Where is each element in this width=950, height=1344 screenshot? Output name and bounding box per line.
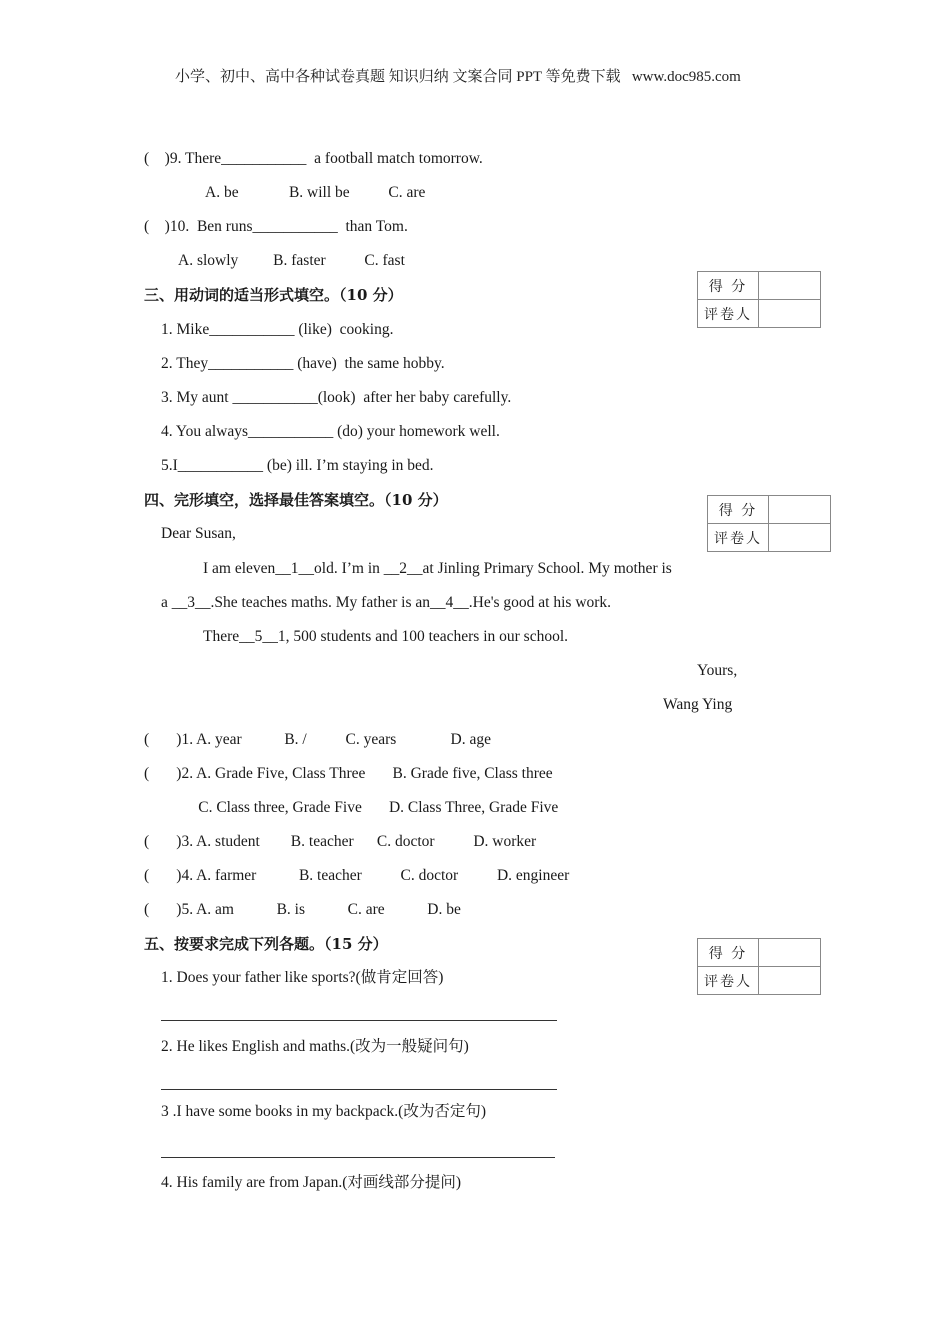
cloze-question-2-cont: C. Class three, Grade Five D. Class Three, Grade Five <box>144 799 559 816</box>
letter-signature: Wang Ying <box>663 696 733 713</box>
part5-item-3: 3 .I have some books in my backpack.(改为否定句) <box>161 1103 487 1120</box>
letter-line-1: I am eleven__1__old. I’m in __2__at Jinling Primary School. My mother is <box>203 560 672 577</box>
section-title-5: 五、按要求完成下列各题。（15 分） <box>144 935 388 953</box>
letter-line-3: There__5__1, 500 students and 100 teachers in our school. <box>203 628 569 645</box>
part3-item-2: 2. They___________ (have) the same hobby. <box>161 355 445 372</box>
answer-line-2 <box>161 1089 557 1090</box>
cloze-question-5: ( )5. A. am B. is C. are D. be <box>144 901 461 918</box>
grader-label: 评卷人 <box>698 300 759 328</box>
letter-line-2: a __3__.She teaches maths. My father is an__4__.He's good at his work. <box>161 594 612 611</box>
score-box-3 <box>697 271 821 328</box>
score-value <box>769 496 831 524</box>
score-box-5 <box>697 938 821 995</box>
part3-item-1: 1. Mike___________ (like) cooking. <box>161 321 394 338</box>
letter-greeting: Dear Susan, <box>161 525 236 542</box>
cloze-question-3: ( )3. A. student B. teacher C. doctor D. worker <box>144 833 537 850</box>
cloze-question-2: ( )2. A. Grade Five, Class Three B. Grade five, Class three <box>144 765 553 782</box>
grader-label: 评卷人 <box>698 967 759 995</box>
cloze-question-1: ( )1. A. year B. / C. years D. age <box>144 731 491 748</box>
score-value <box>759 939 821 967</box>
part3-item-4: 4. You always___________ (do) your homework well. <box>161 423 500 440</box>
section-title-3: 三、用动词的适当形式填空。（10 分） <box>144 286 403 304</box>
part3-item-3: 3. My aunt ___________(look) after her baby carefully. <box>161 389 512 406</box>
score-box-4 <box>707 495 831 552</box>
grader-value <box>759 300 821 328</box>
score-label: 得 分 <box>698 939 759 967</box>
question-9-options: A. be B. will be C. are <box>205 184 426 201</box>
part5-item-2: 2. He likes English and maths.(改为一般疑问句) <box>161 1038 469 1055</box>
part5-item-1: 1. Does your father like sports?(做肯定回答) <box>161 969 444 986</box>
page-header: 小学、初中、高中各种试卷真题 知识归纳 文案合同 PPT 等免费下载 www.doc985.com <box>175 69 741 85</box>
answer-line-3 <box>161 1157 555 1158</box>
letter-closing: Yours, <box>697 662 738 679</box>
section-title-4: 四、完形填空，选择最佳答案填空。（10 分） <box>144 491 448 509</box>
grader-value <box>759 967 821 995</box>
question-10: ( )10. Ben runs___________ than Tom. <box>144 218 408 235</box>
score-value <box>759 272 821 300</box>
question-9: ( )9. There___________ a football match tomorrow. <box>144 150 483 167</box>
grader-label: 评卷人 <box>708 524 769 552</box>
score-label: 得 分 <box>708 496 769 524</box>
part5-item-4: 4. His family are from Japan.(对画线部分提问) <box>161 1174 462 1191</box>
grader-value <box>769 524 831 552</box>
answer-line-1 <box>161 1020 557 1021</box>
part3-item-5: 5.I___________ (be) ill. I’m staying in bed. <box>161 457 434 474</box>
question-10-options: A. slowly B. faster C. fast <box>178 252 405 269</box>
score-label: 得 分 <box>698 272 759 300</box>
cloze-question-4: ( )4. A. farmer B. teacher C. doctor D. engineer <box>144 867 570 884</box>
